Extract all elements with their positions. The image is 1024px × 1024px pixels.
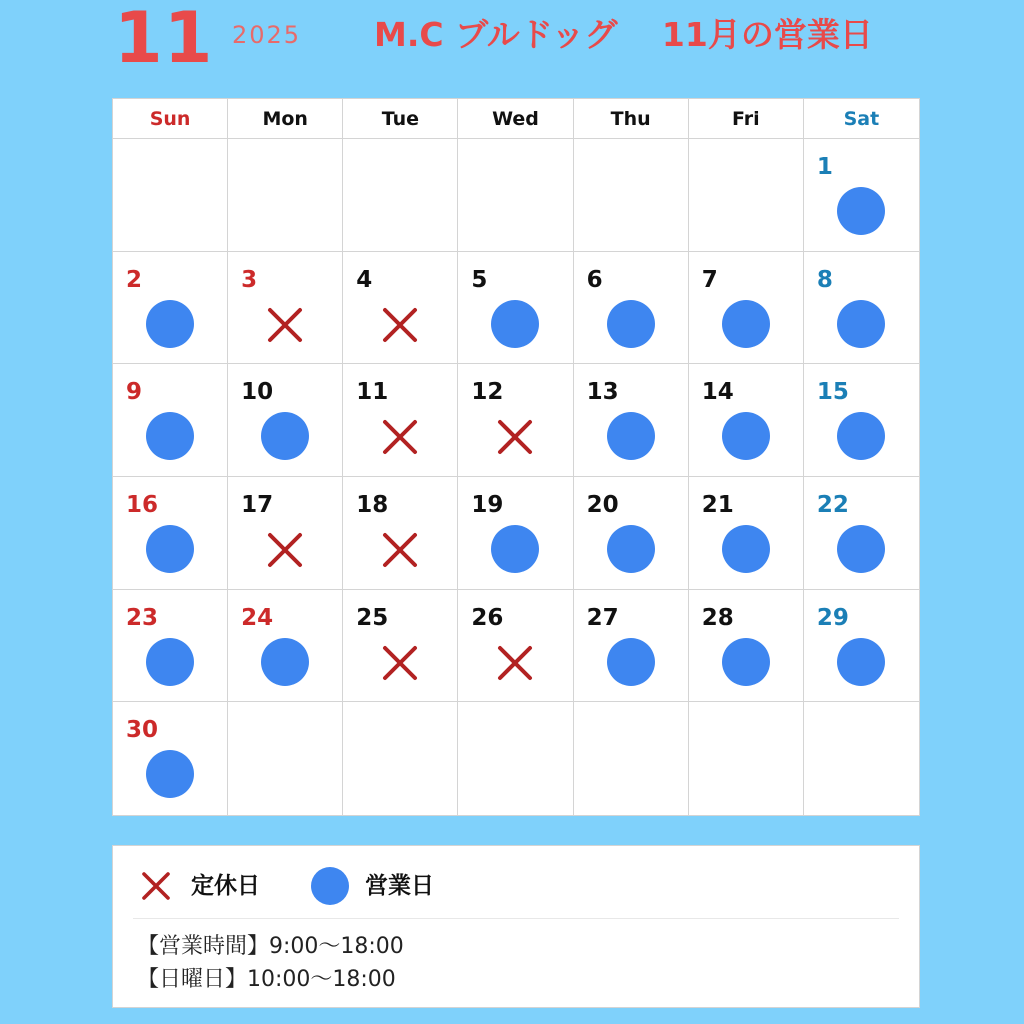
empty-day-cell	[458, 702, 573, 815]
day-number: 20	[586, 491, 619, 518]
calendar-day-cell	[574, 252, 689, 365]
open-day-icon	[837, 187, 885, 235]
weekday-header-thu: Thu	[574, 99, 689, 139]
calendar-day-cell	[574, 590, 689, 703]
day-number: 11	[356, 379, 389, 406]
open-day-icon	[146, 412, 194, 460]
weekday-header-mon: Mon	[228, 99, 343, 139]
day-number: 17	[241, 491, 274, 518]
calendar-day-cell	[804, 590, 919, 703]
open-day-icon	[722, 412, 770, 460]
empty-day-cell	[343, 702, 458, 815]
day-number: 8	[816, 266, 833, 293]
calendar-day-cell	[228, 590, 343, 703]
day-number: 1	[816, 154, 833, 180]
day-number: 2	[126, 266, 143, 293]
calendar-day-cell	[113, 364, 228, 477]
empty-day-cell	[689, 139, 804, 252]
open-day-icon	[491, 525, 539, 573]
legend-open-label: 営業日	[365, 873, 434, 899]
closed-day-icon	[266, 531, 304, 569]
open-day-icon	[491, 300, 539, 348]
day-number: 13	[586, 379, 619, 406]
empty-day-cell	[343, 139, 458, 252]
day-number: 7	[701, 266, 718, 293]
day-number: 30	[126, 717, 159, 744]
day-number: 19	[471, 491, 504, 518]
month-number: 11	[114, 0, 214, 79]
calendar-day-cell	[458, 252, 573, 365]
weekday-header-fri: Fri	[689, 99, 804, 139]
calendar-day-cell	[343, 477, 458, 590]
weekday-header-sun: Sun	[113, 99, 228, 139]
year-label: 2025	[232, 21, 302, 49]
sunday-hours: 【日曜日】10:00〜18:00	[137, 967, 396, 992]
open-day-icon	[607, 300, 655, 348]
open-day-icon	[837, 525, 885, 573]
day-number: 27	[586, 604, 619, 631]
page-title: M.C ブルドッグ 11月の営業日	[374, 15, 873, 54]
empty-day-cell	[574, 139, 689, 252]
open-day-icon	[722, 525, 770, 573]
weekday-header-tue: Tue	[343, 99, 458, 139]
open-day-icon	[837, 412, 885, 460]
day-number: 16	[126, 491, 159, 518]
day-number: 12	[471, 379, 504, 406]
calendar-day-cell	[113, 252, 228, 365]
calendar-day-cell	[458, 590, 573, 703]
calendar-day-cell	[113, 590, 228, 703]
calendar-day-cell	[343, 590, 458, 703]
open-day-icon	[837, 300, 885, 348]
legend-closed-label: 定休日	[191, 873, 260, 899]
closed-day-icon	[381, 644, 419, 682]
day-number: 24	[241, 604, 274, 631]
day-number: 28	[701, 604, 734, 631]
empty-day-cell	[804, 702, 919, 815]
divider	[133, 918, 899, 919]
open-day-icon	[146, 750, 194, 798]
weekday-header-wed: Wed	[458, 99, 573, 139]
empty-day-cell	[228, 702, 343, 815]
day-number: 22	[816, 491, 849, 518]
open-day-icon	[261, 638, 309, 686]
open-day-icon	[146, 638, 194, 686]
blue-circle-icon	[311, 867, 349, 905]
open-day-icon	[607, 412, 655, 460]
day-number: 21	[701, 491, 734, 518]
closed-day-icon	[496, 644, 534, 682]
calendar-day-cell	[228, 477, 343, 590]
day-number: 14	[701, 379, 734, 406]
calendar-day-cell	[458, 477, 573, 590]
calendar-day-cell	[804, 364, 919, 477]
calendar-grid	[112, 98, 920, 816]
open-day-icon	[146, 300, 194, 348]
open-day-icon	[607, 525, 655, 573]
day-number: 23	[126, 604, 159, 631]
empty-day-cell	[228, 139, 343, 252]
calendar-day-cell	[458, 364, 573, 477]
day-number: 18	[356, 491, 389, 518]
open-day-icon	[607, 638, 655, 686]
day-number: 3	[241, 266, 258, 293]
calendar-day-cell	[804, 139, 919, 252]
calendar-day-cell	[574, 364, 689, 477]
open-day-icon	[722, 300, 770, 348]
day-number: 15	[816, 379, 849, 406]
day-number: 4	[356, 266, 373, 293]
calendar-day-cell	[113, 477, 228, 590]
day-number: 26	[471, 604, 504, 631]
calendar-day-cell	[343, 252, 458, 365]
empty-day-cell	[458, 139, 573, 252]
calendar-day-cell	[689, 364, 804, 477]
calendar-day-cell	[343, 364, 458, 477]
calendar-day-cell	[574, 477, 689, 590]
empty-day-cell	[689, 702, 804, 815]
weekday-hours: 【営業時間】9:00〜18:00	[137, 934, 404, 959]
calendar-day-cell	[689, 477, 804, 590]
closed-day-icon	[381, 531, 419, 569]
calendar-day-cell	[689, 590, 804, 703]
day-number: 29	[816, 604, 849, 631]
day-number: 25	[356, 604, 389, 631]
open-day-icon	[261, 412, 309, 460]
calendar-day-cell	[689, 252, 804, 365]
day-number: 9	[126, 379, 143, 406]
open-day-icon	[722, 638, 770, 686]
day-number: 6	[586, 266, 603, 293]
calendar-day-cell	[804, 252, 919, 365]
x-mark-icon	[140, 870, 172, 902]
closed-day-icon	[266, 306, 304, 344]
day-number: 10	[241, 379, 274, 406]
calendar-day-cell	[228, 252, 343, 365]
day-number: 5	[471, 266, 488, 293]
closed-day-icon	[496, 418, 534, 456]
closed-day-icon	[381, 306, 419, 344]
calendar-day-cell	[228, 364, 343, 477]
open-day-icon	[146, 525, 194, 573]
calendar-day-cell	[804, 477, 919, 590]
weekday-header-sat: Sat	[804, 99, 919, 139]
legend-panel	[112, 845, 920, 1008]
empty-day-cell	[574, 702, 689, 815]
open-day-icon	[837, 638, 885, 686]
calendar-day-cell	[113, 702, 228, 815]
closed-day-icon	[381, 418, 419, 456]
empty-day-cell	[113, 139, 228, 252]
